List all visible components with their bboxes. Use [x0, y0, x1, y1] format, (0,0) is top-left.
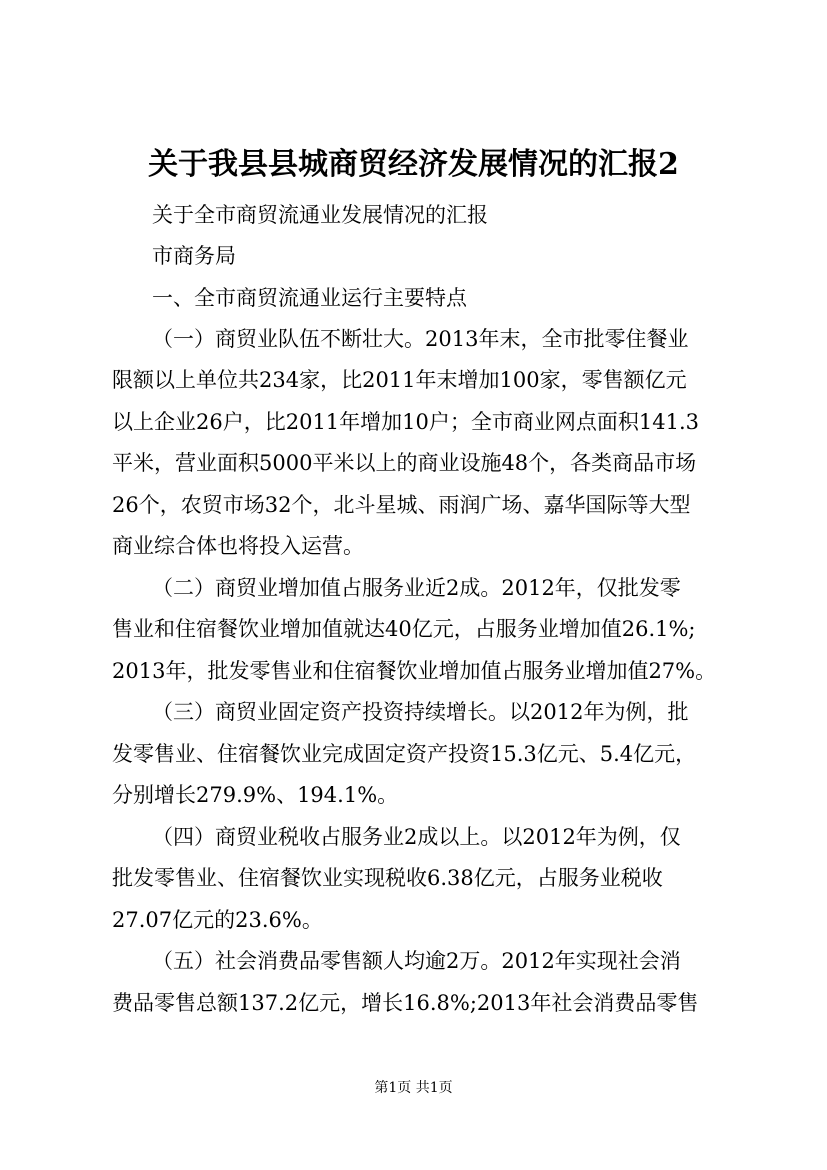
paragraph-line: 售业和住宿餐饮业增加值就达40亿元，占服务业增加值26.1%;: [112, 617, 696, 641]
paragraph-line: （二）商贸业增加值占服务业近2成。2012年，仅批发零: [152, 576, 681, 600]
page-footer: 第1页 共1页: [374, 1080, 453, 1096]
paragraph-line: （一）商贸业队伍不断壮大。2013年末，全市批零住餐业: [152, 327, 689, 351]
paragraph-line: 以上企业26户，比2011年增加10户；全市商业网点面积141.3: [112, 410, 700, 434]
document-author: 市商务局: [152, 244, 236, 268]
paragraph-line: 发零售业、住宿餐饮业完成固定资产投资15.3亿元、5.4亿元，: [112, 742, 697, 766]
paragraph-line: （五）社会消费品零售额人均逾2万。2012年实现社会消: [152, 949, 681, 973]
paragraph-line: 商业综合体也将投入运营。: [112, 534, 364, 558]
paragraph-line: （四）商贸业税收占服务业2成以上。以2012年为例，仅: [152, 825, 681, 849]
paragraph-line: 批发零售业、住宿餐饮业实现税收6.38亿元，占服务业税收: [112, 866, 663, 890]
paragraph-line: 27.07亿元的23.6%。: [112, 908, 323, 932]
paragraph-line: （三）商贸业固定资产投资持续增长。以2012年为例，批: [152, 700, 689, 724]
document-title: 关于我县县城商贸经济发展情况的汇报2: [148, 147, 679, 182]
document-subtitle: 关于全市商贸流通业发展情况的汇报: [152, 203, 488, 227]
paragraph-line: 分别增长279.9%、194.1%。: [112, 783, 399, 807]
paragraph-line: 限额以上单位共234家，比2011年末增加100家，零售额亿元: [112, 368, 687, 392]
section-heading: 一、全市商贸流通业运行主要特点: [152, 286, 467, 310]
paragraph-line: 26个，农贸市场32个，北斗星城、雨润广场、嘉华国际等大型: [112, 493, 691, 517]
paragraph-line: 2013年，批发零售业和住宿餐饮业增加值占服务业增加值27%。: [112, 659, 717, 683]
paragraph-line: 费品零售总额137.2亿元，增长16.8%;2013年社会消费品零售: [112, 991, 699, 1015]
paragraph-line: 平米，营业面积5000平米以上的商业设施48个，各类商品市场: [112, 451, 697, 475]
